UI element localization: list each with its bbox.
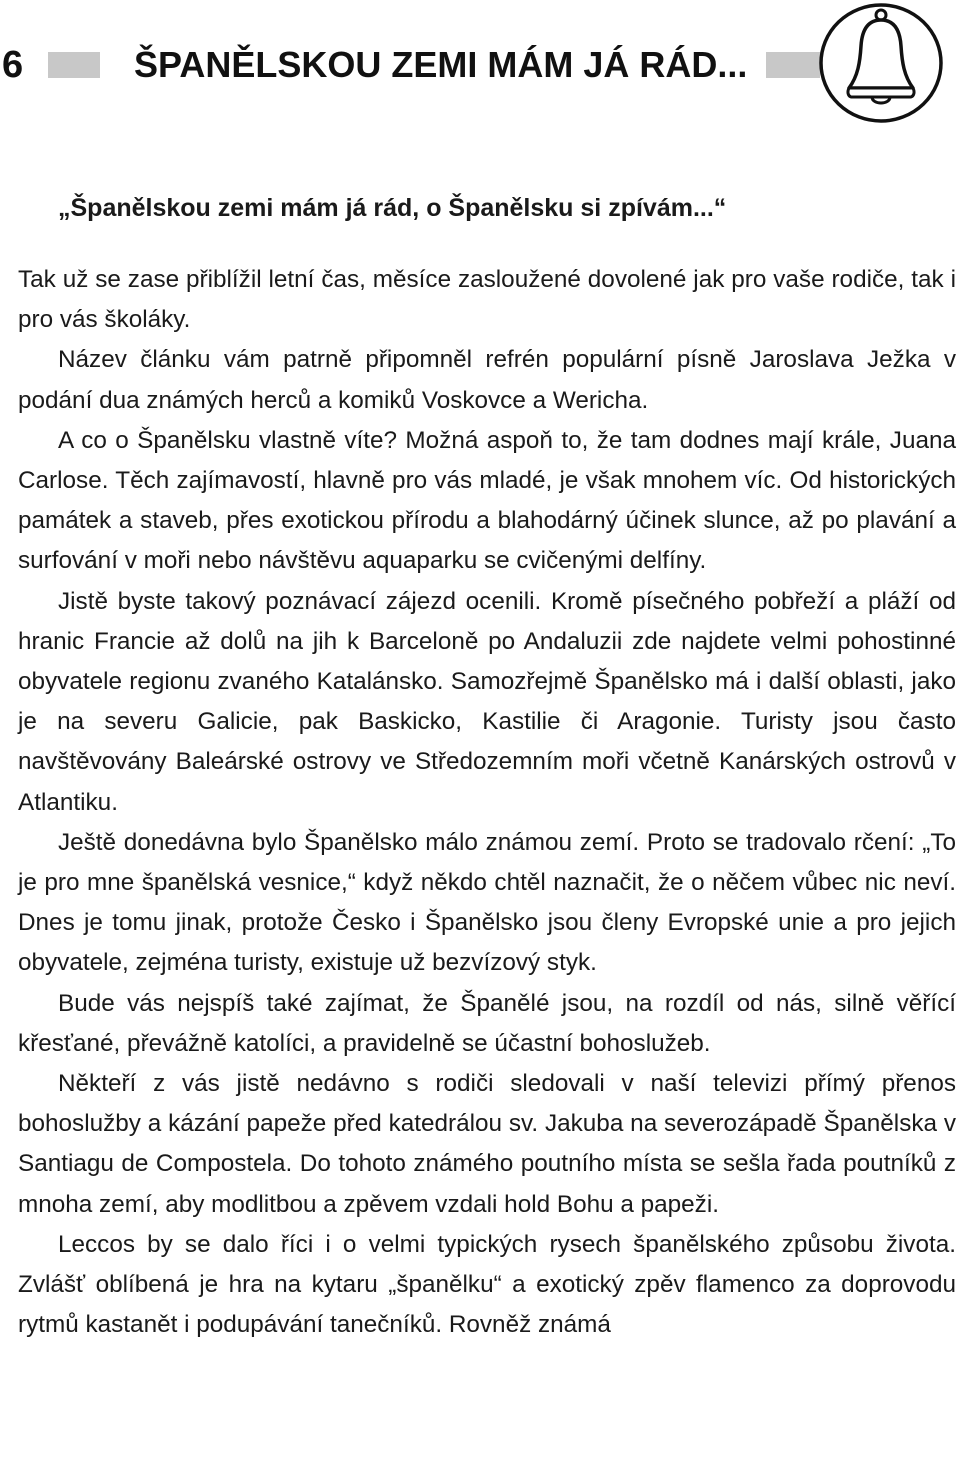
decorative-bar-right bbox=[766, 52, 820, 78]
decorative-bar-left bbox=[48, 52, 100, 78]
article-paragraph: Jistě byste takový poznávací zájezd ocenili. Kromě písečného pobřeží a pláží od hranic Francie až dolů na jih k Barceloně po Andaluzii zde najdete velmi pohostinné obyvatele regionu zvaného Katalánsko. Samozřejmě Španělsko má i další oblasti, jako je na severu Galicie, pak Baskicko, Kastilie či Aragonie. Turisty jsou často navštěvovány Baleárské ostrovy ve Středozemním moři včetně Kanárských ostrovů v Atlantiku. bbox=[18, 587, 956, 816]
article-paragraph: Leccos by se dalo říci i o velmi typických rysech španělského způsobu života. Zvlášť oblíbená je hra na kytaru „španělku“ a exotický zpěv flamenco za doprovodu rytmů kastanět i podupávání tanečníků. Rovněž známá bbox=[18, 1230, 956, 1339]
article-paragraph: A co o Španělsku vlastně víte? Možná aspoň to, že tam dodnes mají krále, Juana Carlose. Těch zajímavostí, hlavně pro vás mladé, je však mnohem víc. Od historických památek a staveb, přes exotickou přírodu a blahodárný účinek slunce, až po plavání a surfování v moři nebo návštěvu aquaparku se cvičenými delfíny. bbox=[18, 426, 956, 575]
page-title: ŠPANĚLSKOU ZEMI MÁM JÁ RÁD... bbox=[134, 44, 748, 85]
article-paragraph: Někteří z vás jistě nedávno s rodiči sledovali v naší televizi přímý přenos bohoslužby a kázání papeže před katedrálou sv. Jakuba na severozápadě Španělska v Santiagu de Compostela. Do tohoto známého poutního místa se sešla řada poutníků z mnoha zemí, aby modlitbou a zpěvem vzdali hold Bohu a papeži. bbox=[18, 1070, 956, 1218]
article bbox=[18, 188, 956, 1345]
article-paragraph: Bude vás nejspíš také zajímat, že Španělé jsou, na rozdíl od nás, silně věřící křesťané, převážně katolíci, a pravidelně se účastní bohoslužeb. bbox=[18, 989, 956, 1057]
article-subheading: „Španělskou zemi mám já rád, o Španělsku si zpívám...“ bbox=[58, 194, 727, 222]
article-paragraph: Tak už se zase přiblížil letní čas, měsíce zasloužené dovolené jak pro vaše rodiče, tak i pro vás školáky. bbox=[18, 266, 956, 334]
bell-icon bbox=[818, 2, 944, 124]
page-number: 6 bbox=[2, 44, 24, 86]
page-header bbox=[0, 0, 960, 130]
article-paragraph: Ještě donedávna bylo Španělsko málo známou zemí. Proto se tradovalo rčení: „To je pro mne španělská vesnice,“ když někdo chtěl naznačit, že o něčem vůbec nic neví. Dnes je tomu jinak, protože Česko i Španělsko jsou členy Evropské unie a pro jejich obyvatele, zejména turisty, existuje už bezvízový styk. bbox=[18, 828, 956, 977]
article-paragraph: Název článku vám patrně připomněl refrén populární písně Jaroslava Ježka v podání dua známých herců a komiků Voskovce a Wericha. bbox=[18, 346, 956, 414]
